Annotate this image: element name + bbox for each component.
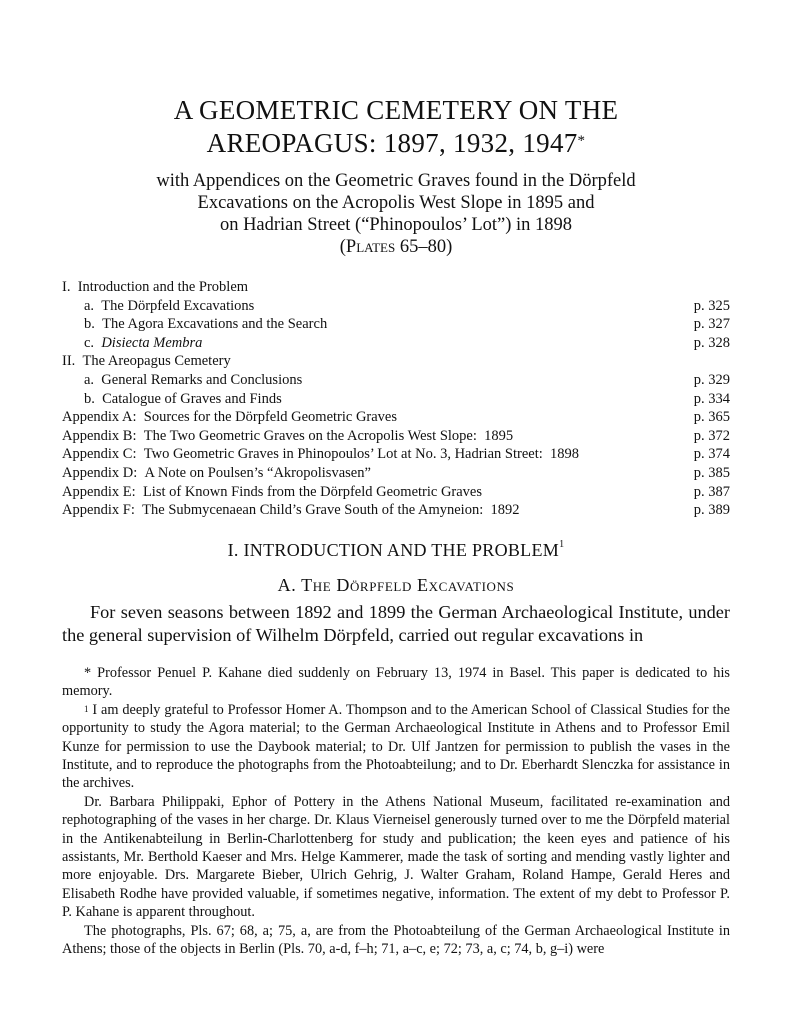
toc-page: p. 325 (693, 297, 730, 314)
subtitle-line-2: Excavations on the Acropolis West Slope in 1895 and (197, 193, 595, 213)
toc-entry-appendix-a[interactable] (62, 408, 730, 427)
toc-entry-appendix-b[interactable] (62, 427, 730, 446)
body-paragraph: For seven seasons between 1892 and 1899 the German Archaeological Institute, under the general supervision of Wilhelm Dörpfeld, carried out regular excavations in (62, 602, 730, 645)
toc-entry-1a[interactable] (62, 297, 730, 316)
toc-entry-appendix-e[interactable] (62, 483, 730, 502)
section-heading (0, 540, 792, 561)
toc-entry-1c[interactable] (62, 334, 730, 353)
toc-entry-appendix-c[interactable] (62, 445, 730, 464)
title-line-2 (0, 127, 792, 160)
toc-page: p. 385 (693, 464, 730, 481)
footnote-star-text: Professor Penuel P. Kahane died suddenly on February 13, 1974 in Basel. This paper is dedicated to his memory. (62, 665, 730, 700)
footnote-1-text: I am deeply grateful to Professor Homer A. Thompson and to the American School of Classical Studies for the opportunity to study the Agora material; to the German Archaeological Institute in Athens and to Professor Emil Kunze for permission to use the Daybook material; to Dr. Ulf Jantzen for permission to publish the vases in the Institute, and to reproduce the photographs from the Photoabteilung; and to Dr. Eberhardt Slenczka for assistance in the archives. (62, 701, 730, 792)
toc-page: p. 334 (693, 390, 730, 407)
toc-entry-appendix-f[interactable] (62, 501, 730, 520)
toc-page: p. 328 (693, 334, 730, 351)
toc-page: p. 327 (693, 316, 730, 333)
toc-label: a. The Dörpfeld Excavations (84, 297, 255, 314)
footnote-star-mark: * (84, 665, 92, 681)
table-of-contents (62, 278, 730, 520)
title-footnote-mark[interactable]: * (577, 133, 586, 149)
footnote-1-mark: 1 (84, 703, 89, 714)
footnote-1-paragraph-3: The photographs, Pls. 67; 68, a; 75, a, are from the Photoabteilung of the German Archaeological Institute in Athens; those of the objects in Berlin (Pls. 70, a-d, f–h; 71, a–c, e; 72; 73, a, c; 74, b, g–i) were (62, 922, 730, 958)
toc-label: b. Catalogue of Graves and Finds (84, 390, 282, 407)
toc-page: p. 365 (693, 409, 730, 426)
toc-label (84, 334, 202, 353)
toc-entry-appendix-d[interactable] (62, 464, 730, 483)
article-subtitle (0, 170, 792, 258)
subtitle-line-3: on Hadrian Street (“Phinopoulos’ Lot”) in 1898 (219, 215, 573, 235)
toc-label: Appendix B: The Two Geometric Graves on the Acropolis West Slope: 1895 (62, 427, 514, 444)
footnote-1 (62, 701, 730, 793)
toc-entry-2a[interactable] (62, 371, 730, 390)
footnote-star (62, 664, 730, 701)
toc-entry-2b[interactable] (62, 390, 730, 409)
toc-entry-part-1[interactable] (62, 278, 730, 297)
article-title (0, 94, 792, 160)
toc-page: p. 389 (693, 502, 730, 519)
toc-label: Appendix F: The Submycenaean Child’s Grave South of the Amyneion: 1892 (62, 502, 520, 519)
toc-label-prefix: c. (84, 334, 102, 351)
toc-label: I. Introduction and the Problem (62, 279, 249, 295)
toc-page: p. 387 (693, 483, 730, 500)
section-footnote-mark[interactable]: 1 (559, 539, 565, 550)
subsection-heading: A. The Dörpfeld Excavations (277, 575, 515, 595)
section-heading-text: I. INTRODUCTION AND THE PROBLEM (227, 540, 560, 560)
title-line-1: A GEOMETRIC CEMETERY ON THE (173, 95, 619, 125)
toc-label: a. General Remarks and Conclusions (84, 371, 303, 388)
toc-entry-1b[interactable] (62, 315, 730, 334)
toc-entry-part-2[interactable] (62, 352, 730, 371)
toc-label-italic: Disiecta Membra (101, 334, 203, 351)
plates-reference: (Plates 65–80) (339, 237, 453, 257)
footnote-1-paragraph-2: Dr. Barbara Philippaki, Ephor of Pottery in the Athens National Museum, facilitated re-examination and rephotographing of the vases in her charge. Dr. Klaus Vierneisel generously turned over to me the Dörpfeld material in the Antikenabteilung in Berlin-Charlottenberg for study and publication; the keen eyes and patience of his assistants, Mr. Berthold Kaeser and Mrs. Helge Kammerer, made the task of sorting and mending vastly lighter and more enjoyable. Drs. Margarete Bieber, Ulrich Gehrig, J. Walter Graham, Roland Hampe, Gerald Heres and Elisabeth Rodhe have provided valuable, if sometimes negative, information. The extent of my debt to Professor P. P. Kahane is apparent throughout. (62, 793, 730, 921)
footnotes (62, 664, 730, 959)
toc-label: Appendix E: List of Known Finds from the Dörpfeld Geometric Graves (62, 483, 483, 500)
toc-label: Appendix C: Two Geometric Graves in Phinopoulos’ Lot at No. 3, Hadrian Street: 1898 (62, 446, 580, 463)
toc-label: Appendix D: A Note on Poulsen’s “Akropolisvasen” (62, 464, 371, 481)
subtitle-line-1: with Appendices on the Geometric Graves found in the Dörpfeld (156, 171, 636, 191)
toc-page: p. 374 (693, 446, 730, 463)
toc-label: Appendix A: Sources for the Dörpfeld Geometric Graves (62, 409, 398, 426)
title-line-2-text: AREOPAGUS: 1897, 1932, 1947 (206, 128, 578, 158)
toc-label: b. The Agora Excavations and the Search (84, 316, 328, 333)
toc-page: p. 329 (693, 371, 730, 388)
toc-label: II. The Areopagus Cemetery (62, 353, 231, 370)
toc-page: p. 372 (693, 427, 730, 444)
